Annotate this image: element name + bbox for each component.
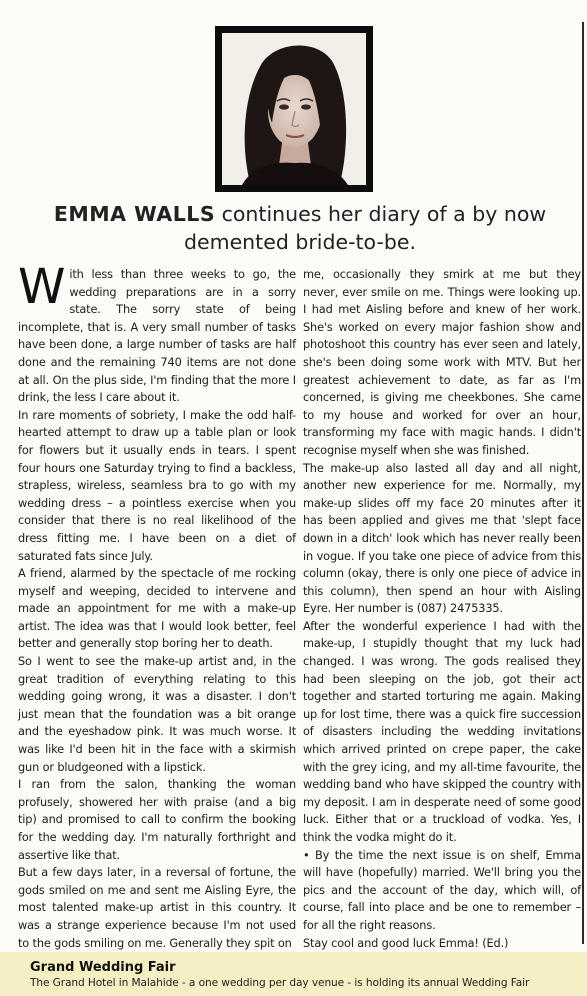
editor-note: • By the time the next issue is on shelf, Emma will have (hopefully) married. We'll bring you the pics and the account of the day, which will, of course, fall into place and be one to remember – for all the right reasons. [303, 847, 581, 932]
footer-banner [0, 952, 587, 996]
footer-title: Grand Wedding Fair [30, 960, 176, 975]
article-column-right [303, 266, 581, 952]
article-paragraph: The make-up also lasted all day and all night, another new experience for me. Normally, my make-up slides off my face 20 minutes after it has been applied and gives me that 'slept face down in a ditch' look which has never really been in vogue. If you take one piece of advice from this column (okay, there is only one piece of advice in this column), then spend an hour with Aisling Eyre. Her number is (087) 2475335. [303, 460, 581, 616]
article-paragraph: But a few days later, in a reversal of fortune, the gods smiled on me and sent me Aisling Eyre, the most talented make-up artist in this country. It was a strange experience because I'm not used to the gods smiling on me. Generally they spit on [18, 865, 296, 950]
author-photo-frame [215, 26, 373, 192]
article-paragraph: With less than three weeks to go, the wedding preparations are in a sorry state. The sorry state of being incomplete, that is. A very small number of tasks have been done, a large number of tasks are half done and the remaining 740 items are not done at all. On the plus side, I'm finding that the more I drink, the less I care about it. [18, 259, 296, 405]
article-paragraph: In rare moments of sobriety, I make the odd half-hearted attempt to draw up a table plan or look for flowers but it usually ends in tears. I spent four hours one Saturday trying to find a backless, strapless, wireless, seamless bra to go with my wedding dress – a pointless exercise when you consider that there is no real likelihood of the dress fitting me. I have been on a diet of saturated fats since July. [18, 407, 296, 563]
drop-cap: W [18, 259, 66, 315]
article-headline [40, 200, 560, 256]
article-paragraph: I ran from the salon, thanking the woman profusely, showered her with praise (and a big tip) and promised to call to confirm the booking for the wedding day. I'm naturally forthright and assertive like that. [18, 777, 296, 862]
article-column-left [18, 259, 296, 952]
article-paragraph: So I went to see the make-up artist and, in the great tradition of everything relating to this wedding going wrong, it was a disaster. I don't just mean that the foundation was a bit orange and the eyeshadow pink. It was much worse. It was like I'd been hit in the face with a skirmish gun or bludgeoned with a lipstick. [18, 654, 296, 774]
footer-text: The Grand Hotel in Malahide - a one wedding per day venue - is holding its annual Wedding Fair [30, 977, 530, 989]
author-photo [222, 33, 366, 185]
editor-signoff: Stay cool and good luck Emma! (Ed.) [303, 935, 509, 950]
article-paragraph: me, occasionally they smirk at me but they never, ever smile on me. Things were looking up. I had met Aisling before and knew of her work. She's worked on every major fashion show and photoshoot this country has ever seen and lately, she's been doing some work with MTV. But her greatest achievement to date, as far as I'm concerned, is giving me cheekbones. She came to my house and worked for over an hour, transforming my face with magic hands. I didn't recognise myself when she was finished. [303, 267, 581, 457]
headline-text: continues her diary of a by now demented bride-to-be. [183, 202, 547, 254]
author-name: EMMA WALLS [53, 202, 216, 226]
portrait-image [222, 33, 366, 185]
article-paragraph: After the wonderful experience I had with the make-up, I stupidly thought that my luck had changed. I was wrong. The gods realised they had been sleeping on the job, got their act together and started torturing me again. Making up for lost time, there was a quick fire succession of disasters including the wedding invitations which arrived printed on crepe paper, the cake with the grey icing, and my all-time favourite, the wedding band who have skipped the country with my deposit. I am in desperate need of some good luck. Either that or a truckload of vodka. Yes, I think the vodka might do it. [303, 618, 581, 844]
column-rule [582, 22, 584, 944]
article-paragraph: A friend, alarmed by the spectacle of me rocking myself and weeping, decided to intervene and made an appointment for me with a make-up artist. The idea was that I would look better, feel better and generally stop boring her to death. [18, 566, 296, 651]
